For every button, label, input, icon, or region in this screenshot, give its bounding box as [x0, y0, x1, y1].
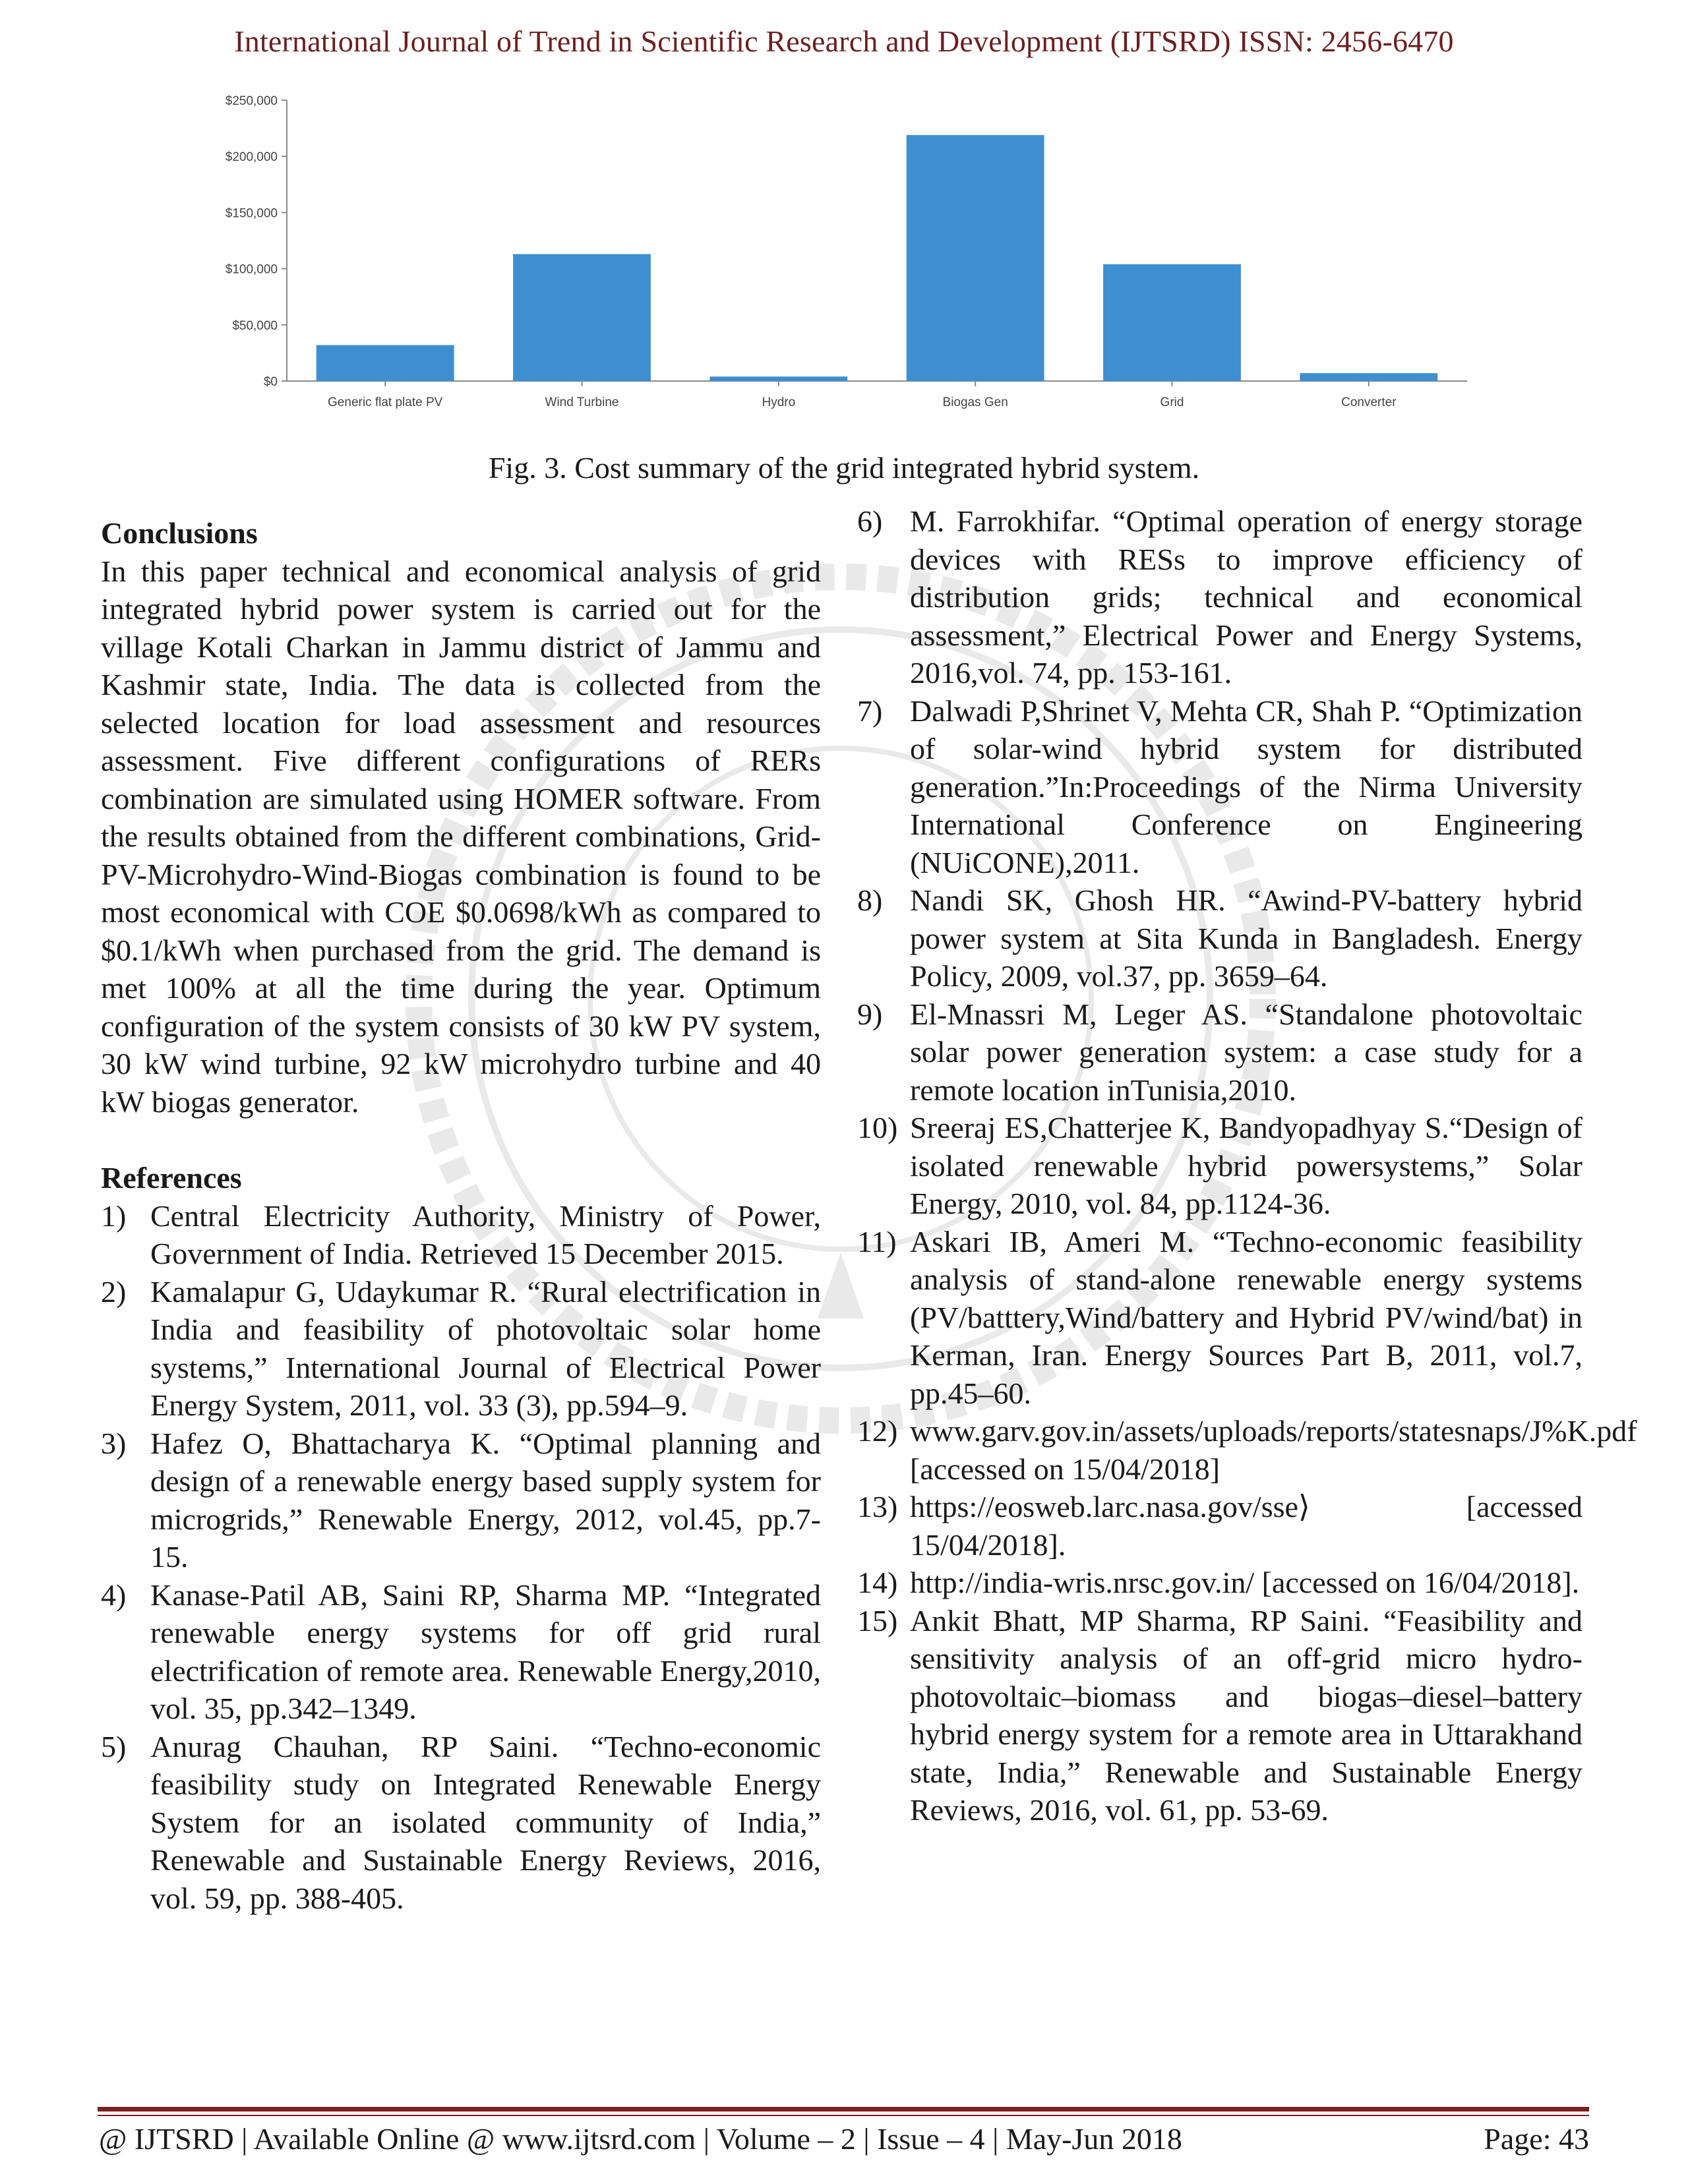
reference-number: 14) [857, 1566, 898, 1599]
reference-item [857, 1564, 1582, 1602]
reference-number: 11) [857, 1224, 897, 1258]
footer-rule [98, 2107, 1589, 2111]
reference-number: 15) [857, 1603, 898, 1638]
reference-text: Nandi SK, Ghosh HR. “Awind-PV-battery hybrid power system at Sita Kunda in Bangladesh. Energy Policy, 2009, vol.37, pp. 3659–64. [910, 883, 1582, 993]
reference-number: 5) [101, 1729, 127, 1763]
bar [513, 254, 651, 381]
reference-item [857, 1602, 1582, 1829]
reference-item [101, 1425, 821, 1576]
reference-number: 3) [101, 1426, 127, 1460]
reference-text: El-Mnassri M, Leger AS. “Standalone photovoltaic solar power generation system: a case study for a remote location inTunisia,2010. [910, 997, 1582, 1107]
journal-header: International Journal of Trend in Scientific Research and Development (IJTSRD) ISSN: 2456-6470 [234, 24, 1454, 58]
reference-text: Anurag Chauhan, RP Saini. “Techno-economic feasibility study on Integrated Renewable Energy System for an isolated community of India,” Renewable and Sustainable Energy Reviews, 2016, vol. 59, pp. 388-405. [150, 1729, 821, 1915]
reference-item [857, 1109, 1582, 1223]
y-tick-label: $150,000 [225, 206, 278, 221]
reference-number: 10) [857, 1111, 898, 1144]
bar [316, 345, 454, 381]
reference-number: 2) [101, 1274, 127, 1309]
right-column [857, 502, 1637, 1829]
reference-text: http://india-wris.nrsc.gov.in/ [accessed on 16/04/2018]. [910, 1566, 1580, 1599]
reference-item [101, 1728, 821, 1918]
x-tick-label: Biogas Gen [942, 396, 1008, 409]
reference-item [857, 692, 1582, 882]
bar [907, 135, 1044, 381]
reference-number: 7) [857, 694, 883, 728]
x-tick-label: Converter [1341, 396, 1397, 409]
reference-number: 1) [101, 1198, 127, 1233]
x-tick-label: Hydro [762, 396, 796, 409]
reference-item [857, 502, 1582, 692]
reference-item [857, 1488, 1582, 1564]
conclusions-text: In this paper technical and economical analysis of grid integrated hybrid power system is carried out for the village Kotali Charkan in Jammu district of Jammu and Kashmir state, India. The data is collected from the selected location for load assessment and resources assessment. Five different configurations of RERs combination are simulated using HOMER software. From the results obtained from the different combinations, Grid-PV-Microhydro-Wind-Biogas combination is found to be most economical with COE $0.0698/kWh as compared to $0.1/kWh when purchased from the grid. The demand is met 100% at all the time during the year. Optimum configuration of the system consists of 30 kW PV system, 30 kW wind turbine, 92 kW microhydro turbine and 40 kW biogas generator. [101, 554, 821, 1119]
bar [709, 376, 847, 381]
reference-text: Hafez O, Bhattacharya K. “Optimal planning and design of a renewable energy based supply system for microgrids,” Renewable Energy, 2012, vol.45, pp.7-15. [150, 1426, 821, 1574]
reference-text: Askari IB, Ameri M. “Techno-economic feasibility analysis of stand-alone renewable energy systems (PV/batttery,Wind/battery and Hybrid PV/wind/bat) in Kerman, Iran. Energy Sources Part B, 2011, vol.7, pp.45–60. [910, 1224, 1582, 1410]
y-tick-label: $250,000 [225, 94, 278, 108]
y-tick-label: $100,000 [225, 262, 278, 277]
footer-rule-thin [98, 2115, 1589, 2116]
reference-item [857, 881, 1582, 995]
page-number: Page: 43 [1484, 2122, 1589, 2156]
references-heading: References [101, 1161, 242, 1195]
cost-summary-chart [211, 86, 1477, 428]
left-column [101, 514, 821, 1917]
reference-text: M. Farrokhifar. “Optimal operation of energy storage devices with RESs to improve efficiency of distribution grids; technical and economical assessment,” Electrical Power and Energy Systems, 2016,vol. 74, pp. 153-161. [910, 504, 1582, 690]
reference-text: Dalwadi P,Shrinet V, Mehta CR, Shah P. “Optimization of solar-wind hybrid system for distributed generation.”In:Proceedings of the Nirma University International Conference on Engineering (NUiCONE),2011. [910, 694, 1582, 879]
conclusions-heading: Conclusions [101, 516, 258, 550]
reference-item [101, 1197, 821, 1273]
bar [1103, 264, 1241, 381]
bar [1300, 373, 1437, 381]
reference-number: 6) [857, 504, 883, 538]
reference-number: 12) [857, 1414, 898, 1448]
reference-item [101, 1576, 821, 1728]
reference-number: 8) [857, 883, 883, 917]
reference-number: 9) [857, 997, 883, 1031]
reference-number: 13) [857, 1490, 898, 1523]
y-tick-label: $200,000 [225, 150, 278, 165]
figure-caption: Fig. 3. Cost summary of the grid integrated hybrid system. [488, 451, 1200, 485]
reference-item [857, 995, 1582, 1109]
reference-text: Kamalapur G, Udaykumar R. “Rural electrification in India and feasibility of photovoltaic solar home systems,” International Journal of Electrical Power Energy System, 2011, vol. 33 (3), pp.594–9. [150, 1274, 821, 1422]
reference-text: Kanase-Patil AB, Saini RP, Sharma MP. “Integrated renewable energy systems for off grid rural electrification of remote area. Renewable Energy,2010, vol. 35, pp.342–1349. [150, 1578, 821, 1725]
x-tick-label: Wind Turbine [545, 396, 619, 409]
reference-text: https://eosweb.larc.nasa.gov/sse⟩ [accessed 15/04/2018]. [910, 1490, 1582, 1562]
reference-text: Ankit Bhatt, MP Sharma, RP Saini. “Feasibility and sensitivity analysis of an off-grid micro hydro-photovoltaic–biomass and biogas–diesel–battery hybrid energy system for a remote area in Uttarakhand state, India,” Renewable and Sustainable Energy Reviews, 2016, vol. 61, pp. 53-69. [910, 1603, 1582, 1827]
y-tick-label: $50,000 [232, 318, 278, 333]
reference-text: www.garv.gov.in/assets/uploads/reports/statesnaps/J%K.pdf [accessed on 15/04/2018] [910, 1414, 1637, 1486]
reference-list-left [101, 1197, 821, 1918]
y-tick-label: $0 [263, 375, 278, 389]
reference-item [857, 1223, 1582, 1413]
reference-item [857, 1412, 1637, 1488]
x-tick-label: Grid [1160, 396, 1184, 409]
reference-list-right [857, 502, 1637, 1829]
reference-number: 4) [101, 1578, 127, 1612]
x-tick-label: Generic flat plate PV [328, 396, 443, 409]
reference-item [101, 1273, 821, 1425]
reference-text: Sreeraj ES,Chatterjee K, Bandyopadhyay S.“Design of isolated renewable hybrid powersystems,” Solar Energy, 2010, vol. 84, pp.1124-36. [910, 1111, 1582, 1220]
reference-text: Central Electricity Authority, Ministry of Power, Government of India. Retrieved 15 December 2015. [150, 1198, 821, 1270]
footer-info: @ IJTSRD | Available Online @ www.ijtsrd.com | Volume – 2 | Issue – 4 | May-Jun 2018 [99, 2122, 1182, 2156]
